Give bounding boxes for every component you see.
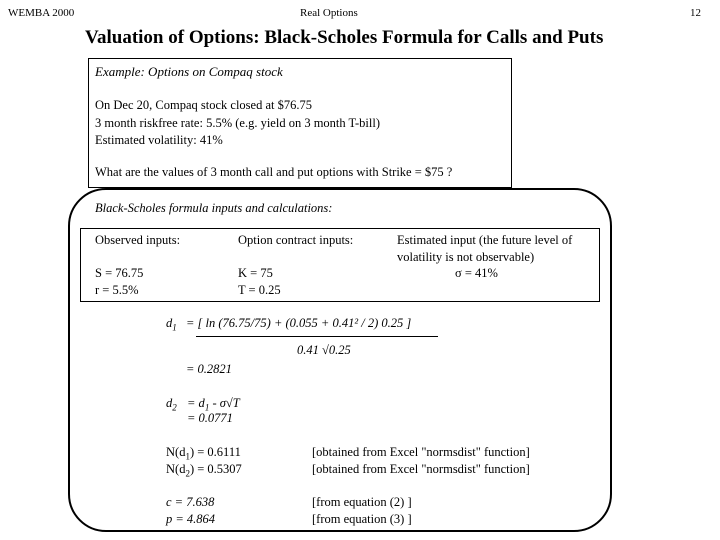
input-r: r = 5.5% bbox=[95, 283, 139, 297]
d2-formula: = $d_1 - \sigma√T$ bbox=[187, 396, 240, 413]
example-question: What are the values of 3 month call and put options with Strike = $75 ? bbox=[95, 165, 453, 179]
bs-heading: Black-Scholes formula inputs and calculations: bbox=[95, 201, 333, 215]
example-heading: Example: Options on Compaq stock bbox=[95, 64, 283, 79]
input-S: S = 76.75 bbox=[95, 266, 144, 280]
d1-label: $d_1$ bbox=[166, 316, 177, 333]
estimated-label: Estimated input (the future level of bbox=[397, 233, 573, 247]
fraction-line bbox=[196, 336, 438, 337]
observed-label: Observed inputs: bbox=[95, 233, 181, 247]
d1-numerator: = [ ln (76.75/75) + (0.055 + 0.41² / 2) 0.25 ] bbox=[186, 316, 412, 330]
contract-label: Option contract inputs: bbox=[238, 233, 354, 247]
example-line: On Dec 20, Compaq stock closed at $76.75 bbox=[95, 98, 312, 112]
nd1-note: [obtained from Excel "normsdist" function] bbox=[312, 445, 530, 459]
put-note: [from equation (3) ] bbox=[312, 512, 412, 526]
d2-label: $d_2$ bbox=[166, 396, 177, 413]
nd2-value: $N(d_2) = 0.5307$ bbox=[166, 462, 242, 479]
call-note: [from equation (2) ] bbox=[312, 495, 412, 509]
header-left: WEMBA 2000 bbox=[8, 7, 75, 19]
nd2-note: [obtained from Excel "normsdist" function] bbox=[312, 462, 530, 476]
estimated-label: volatility is not observable) bbox=[397, 250, 535, 264]
d1-result: = 0.2821 bbox=[186, 362, 232, 376]
example-line: Estimated volatility: 41% bbox=[95, 133, 223, 147]
nd1-value: $N(d_1) = 0.6111$ bbox=[166, 445, 241, 462]
page-number: 12 bbox=[690, 7, 701, 19]
d2-result: = 0.0771 bbox=[187, 411, 233, 425]
example-line: 3 month riskfree rate: 5.5% (e.g. yield on 3 month T-bill) bbox=[95, 116, 381, 130]
d1-denominator: 0.41 √0.25 bbox=[297, 343, 351, 357]
call-value: c = 7.638 bbox=[166, 495, 215, 509]
input-T: T = 0.25 bbox=[238, 283, 281, 297]
input-sigma: σ = 41% bbox=[455, 266, 498, 280]
input-K: K = 75 bbox=[238, 266, 273, 280]
slide-title: Valuation of Options: Black-Scholes Formula for Calls and Puts bbox=[85, 27, 604, 48]
put-value: p = 4.864 bbox=[166, 512, 216, 526]
header-center: Real Options bbox=[300, 7, 358, 19]
